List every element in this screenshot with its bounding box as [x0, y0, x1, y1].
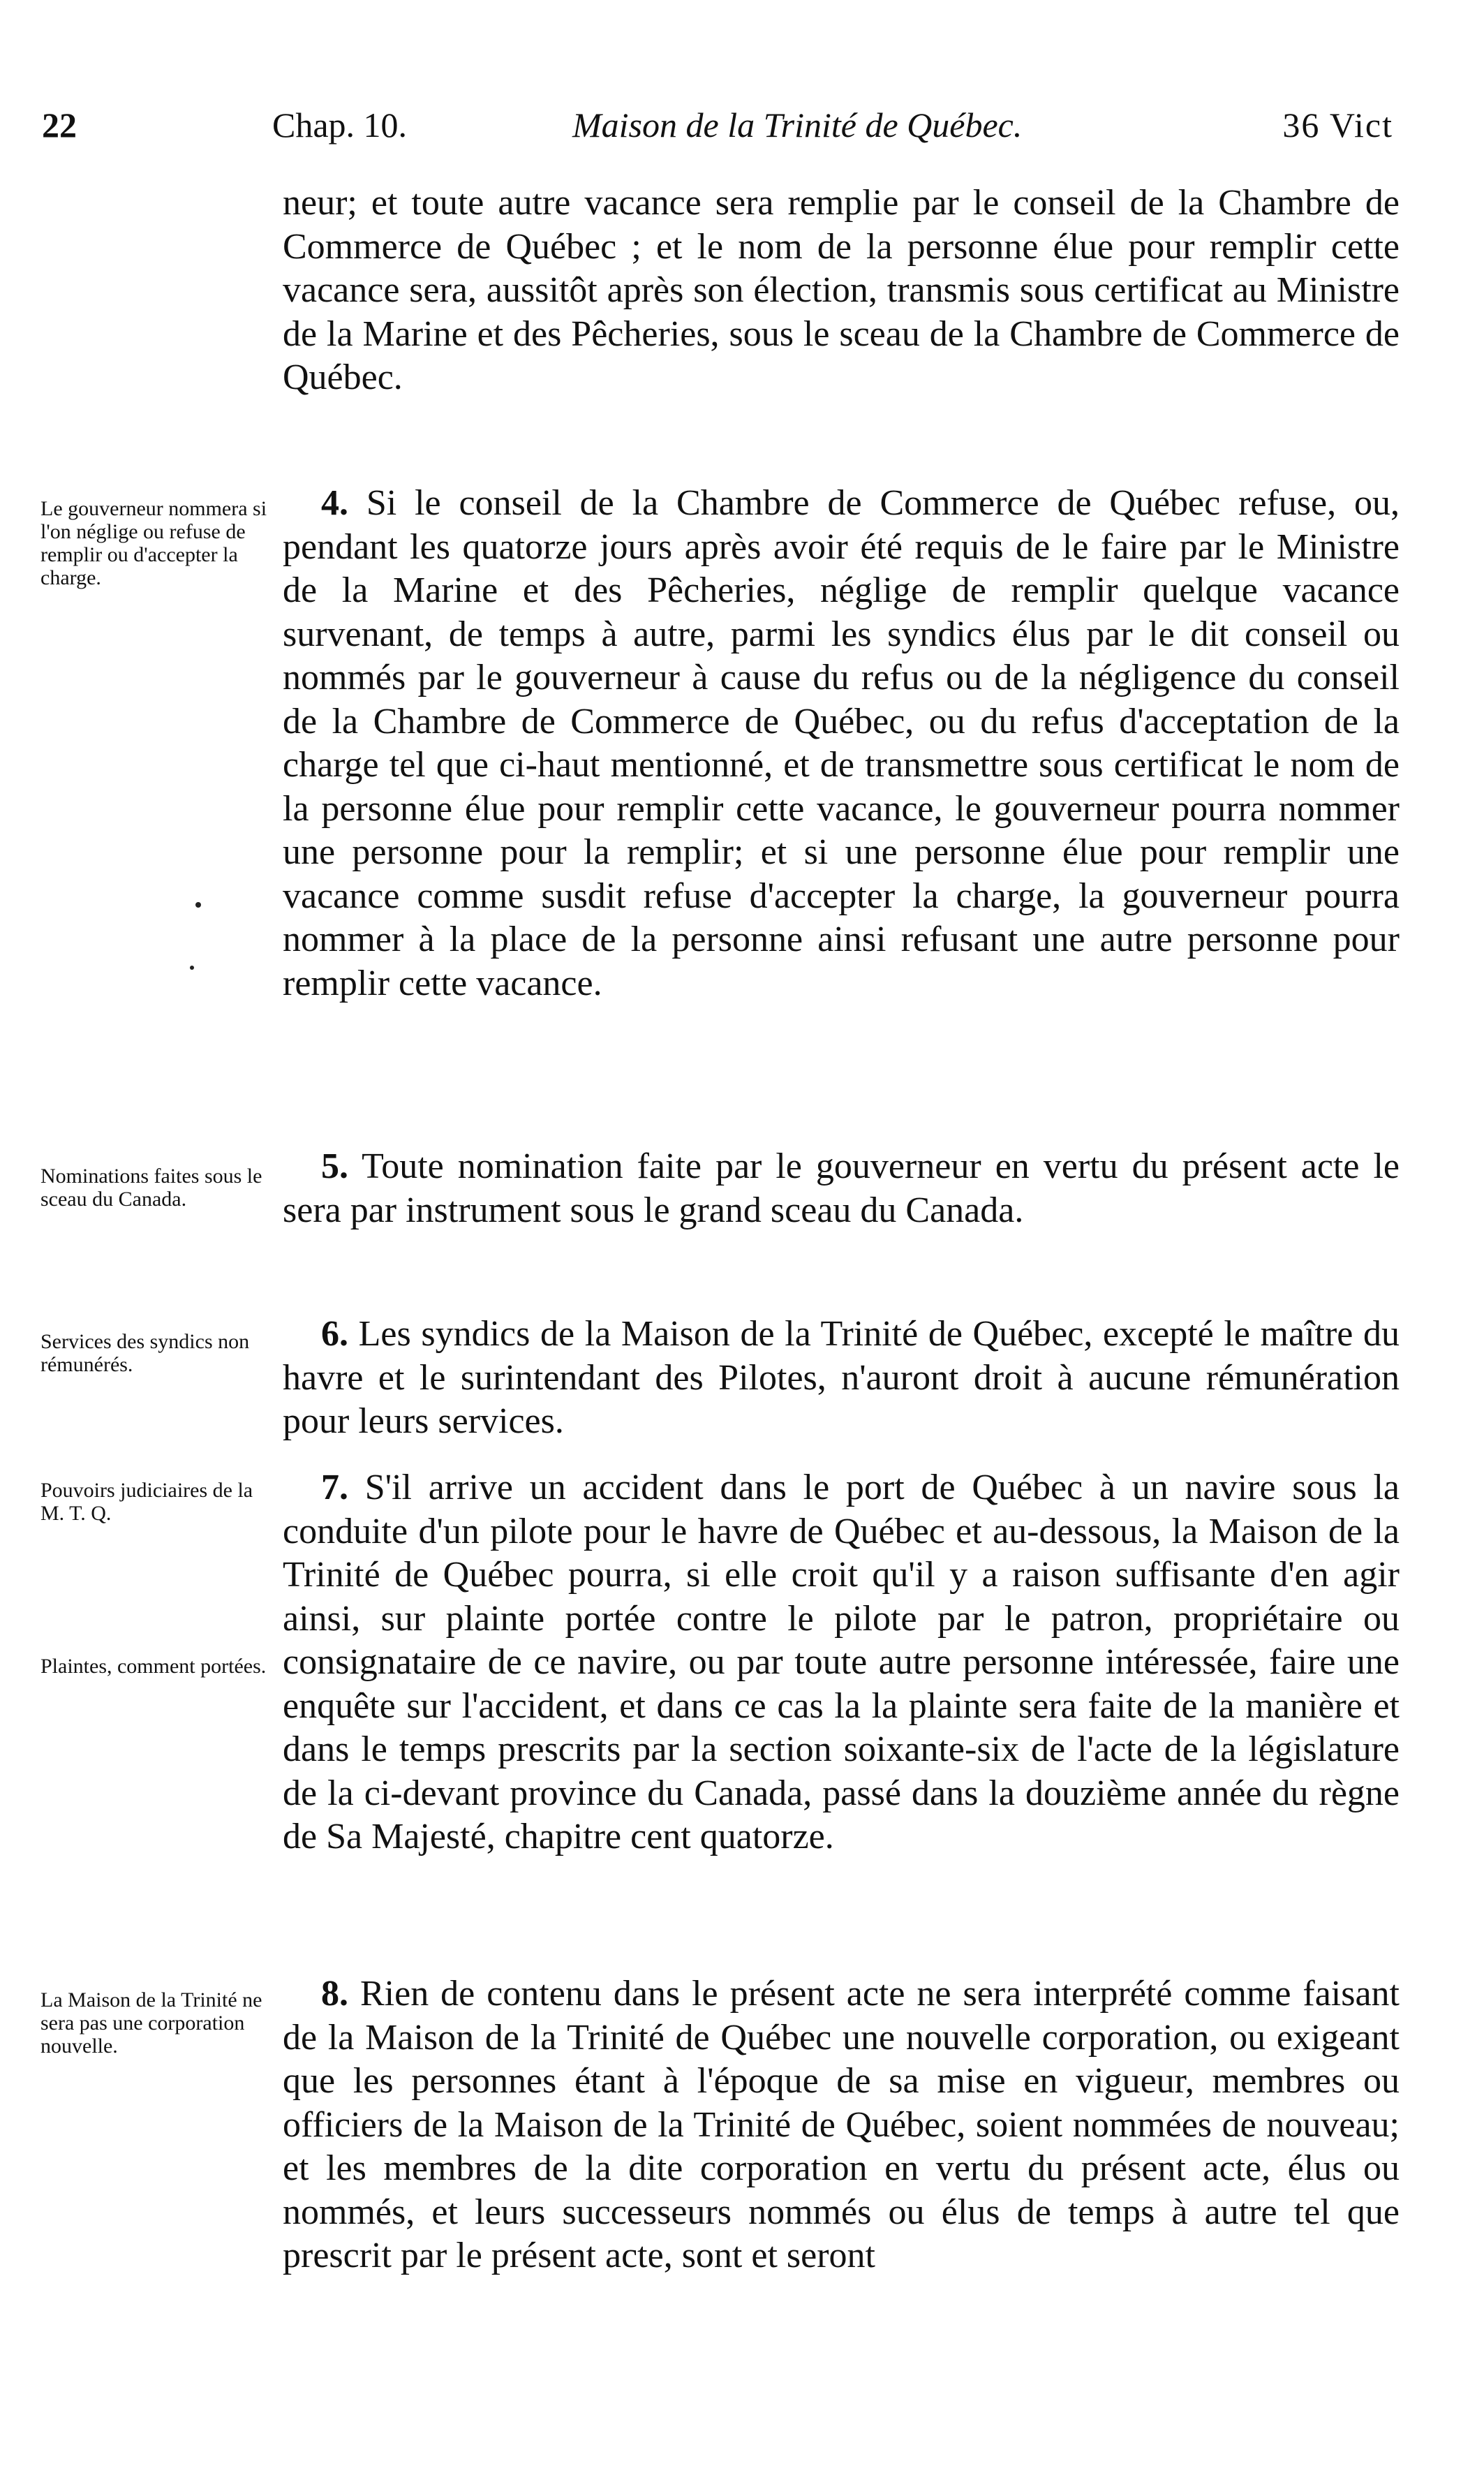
margin-note-section-5: Nominations faites sous le sceau du Canada.	[40, 1165, 262, 1211]
margin-note-section-7: Pouvoirs judiciaires de la M. T. Q.	[40, 1479, 253, 1525]
section-number: 5.	[321, 1146, 348, 1186]
section-text: Si le conseil de la Chambre de Commerce de Québec refuse, ou, pendant les quatorze jours après avoir été requis de le faire par le Ministre de la Marine et des Pêcheries, néglige de remplir quelque vacance survenant, de temps à autre, parmi les syndics élus par le dit conseil ou nommés par le gouverneur à cause du refus ou de la négligence du conseil de la Chambre de Commerce de Québec, ou du refus d'acceptation de la charge tel que ci-haut mentionné, et de transmettre sous certificat le nom de la personne élue pour remplir cette vacance, le gouverneur pourra nommer une personne pour la remplir; et si une personne élue pour remplir une vacance comme susdit refuse d'accepter la charge, la gouverneur pourra nommer à la place de la personne ainsi refusant une autre personne pour remplir cette vacance.	[283, 483, 1400, 1003]
section-text: S'il arrive un accident dans le port de Québec à un navire sous la conduite d'un pilote pour le havre de Québec et au-dessous, la Maison de la Trinité de Québec pourra, si elle croit qu'il y a raison suffisante d'en agir ainsi, sur plainte portée contre le pilote par le patron, propriétaire ou consignataire de ce navire, ou par toute autre personne intéressée, faire une enquête sur l'accident, et dans ce cas la la plainte sera faite de la manière et dans le temps prescrits par la section soixante-six de l'acte de la législature de la ci-devant province du Canada, passé dans la douzième année du règne de Sa Majesté, chapitre cent quatorze.	[283, 1468, 1400, 1856]
section-4	[283, 482, 1400, 1005]
section-number: 8.	[321, 1974, 348, 2014]
section-number: 6.	[321, 1314, 348, 1354]
section-8	[283, 1972, 1400, 2278]
section-number: 7.	[321, 1468, 348, 1507]
section-6	[283, 1313, 1400, 1444]
section-number: 4.	[321, 483, 348, 523]
section-text: Rien de contenu dans le présent acte ne sera interprété comme faisant de la Maison de la Trinité de Québec une nouvelle corporation, ou exigeant que les personnes étant à l'époque de sa mise en vigueur, membres ou officiers de la Maison de la Trinité de Québec, soient nommées de nouveau; et les membres de la dite corporation en vertu du présent acte, élus ou nommés, et leurs successeurs nommés ou élus de temps à autre tel que prescrit par le présent acte, sont et seront	[283, 1974, 1400, 2275]
margin-note-section-6: Services des syndics non rémunérés.	[40, 1330, 250, 1376]
continuation-paragraph: neur; et toute autre vacance sera remplie par le conseil de la Chambre de Commerce de Québec ; et le nom de la personne élue pour remplir cette vacance sera, aussitôt après son élection, transmis sous certificat au Ministre de la Marine et des Pêcheries, sous le sceau de la Chambre de Commerce de Québec.	[283, 183, 1400, 397]
running-title: Maison de la Trinité de Québec.	[572, 105, 1023, 145]
section-text: Les syndics de la Maison de la Trinité de Québec, excepté le maître du havre et le surintendant des Pilotes, n'auront droit à aucune rémunération pour leurs services.	[283, 1314, 1400, 1441]
page-number: 22	[42, 105, 77, 145]
margin-note-section-8: La Maison de la Trinité ne sera pas une corporation nouvelle.	[40, 1988, 262, 2058]
margin-note-section-4: Le gouverneur nommera si l'on néglige ou refuse de remplir ou d'accepter la charge.	[40, 497, 267, 589]
section-5	[283, 1145, 1400, 1232]
section-text: Toute nomination faite par le gouverneur en vertu du présent acte le sera par instrument sous le grand sceau du Canada.	[283, 1146, 1400, 1230]
stray-ink-mark	[195, 902, 201, 908]
stray-ink-mark	[190, 966, 194, 970]
section-7	[283, 1466, 1400, 1859]
chapter-label: Chap. 10.	[272, 105, 408, 145]
regnal-year: 36 Vict	[1282, 105, 1393, 145]
running-head	[42, 105, 1393, 154]
margin-note-section-7-complaints: Plaintes, comment portées.	[40, 1655, 267, 1678]
